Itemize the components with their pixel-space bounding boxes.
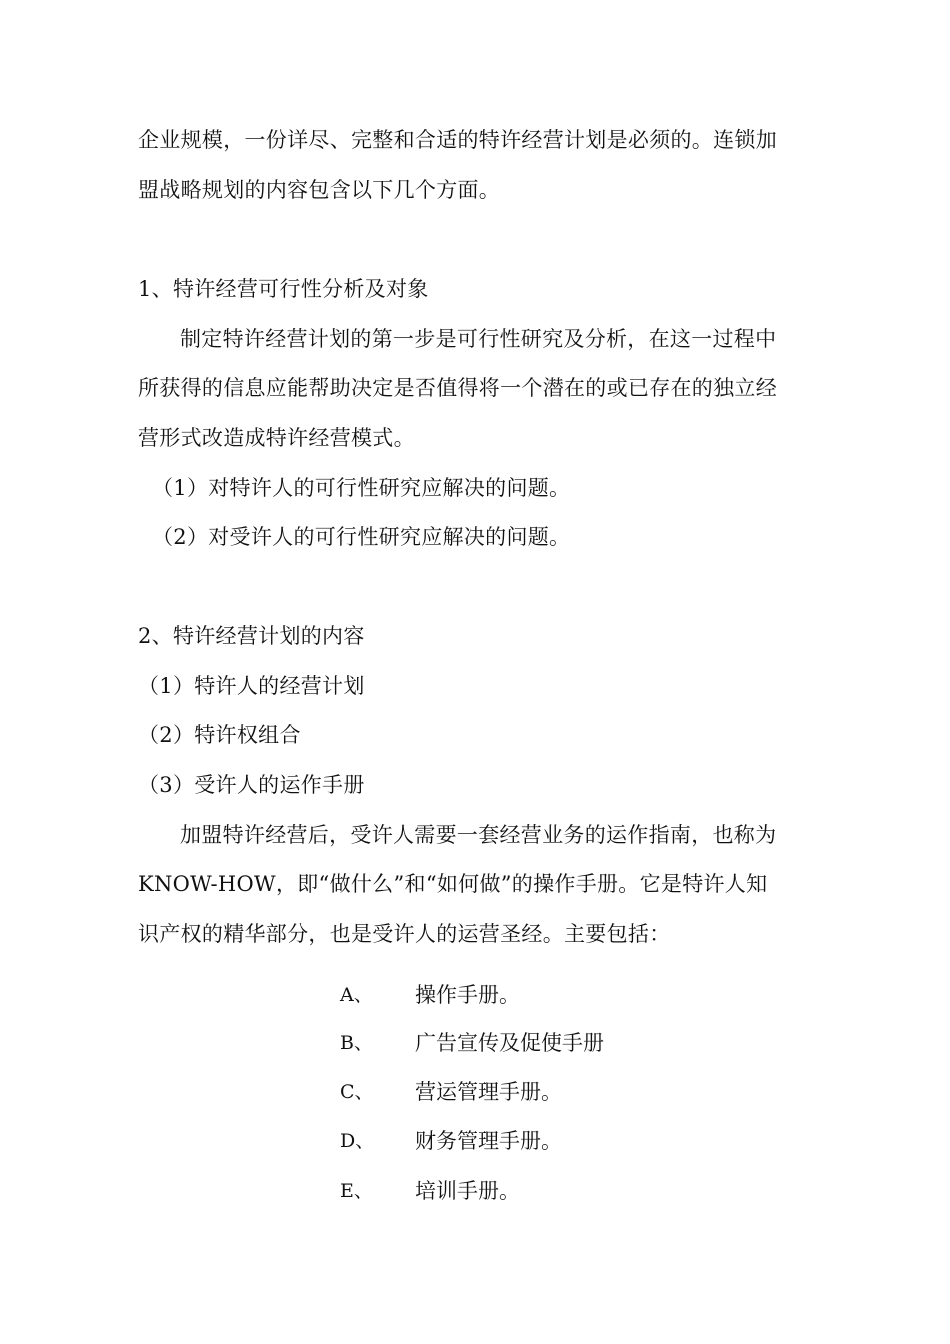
section-heading-2: 2、特许经营计划的内容	[138, 624, 365, 648]
list-letter: C、	[340, 1081, 374, 1103]
list-letter: D、	[340, 1130, 375, 1152]
list-item: 培训手册。	[415, 1179, 520, 1203]
list-item: 操作手册。	[415, 983, 520, 1007]
section-heading-1: 1、特许经营可行性分析及对象	[138, 277, 429, 301]
list-letter: E、	[340, 1180, 373, 1202]
list-item: 财务管理手册。	[415, 1129, 562, 1153]
paragraph-line: 营形式改造成特许经营模式。	[138, 426, 415, 450]
paragraph-line: 所获得的信息应能帮助决定是否值得将一个潜在的或已存在的独立经	[138, 376, 777, 400]
paragraph-line: 识产权的精华部分，也是受许人的运营圣经。主要包括：	[138, 922, 671, 946]
paragraph-line: 加盟特许经营后，受许人需要一套经营业务的运作指南，也称为	[180, 823, 777, 847]
sub-item: （1）特许人的经营计划	[138, 674, 365, 698]
paragraph-line: KNOW-HOW，即“做什么”和“如何做”的操作手册。它是特许人知	[138, 872, 768, 896]
list-item: 广告宣传及促使手册	[415, 1031, 604, 1055]
sub-item: （1）对特许人的可行性研究应解决的问题。	[152, 476, 571, 500]
sub-item: （3）受许人的运作手册	[138, 773, 365, 797]
list-item: 营运管理手册。	[415, 1080, 562, 1104]
list-letter: A、	[340, 984, 373, 1006]
sub-item: （2）特许权组合	[138, 723, 301, 747]
sub-item: （2）对受许人的可行性研究应解决的问题。	[152, 525, 571, 549]
paragraph-line: 盟战略规划的内容包含以下几个方面。	[138, 178, 501, 202]
paragraph-line: 制定特许经营计划的第一步是可行性研究及分析，在这一过程中	[180, 327, 777, 351]
list-letter: B、	[340, 1032, 373, 1054]
paragraph-line: 企业规模，一份详尽、完整和合适的特许经营计划是必须的。连锁加	[138, 128, 777, 152]
